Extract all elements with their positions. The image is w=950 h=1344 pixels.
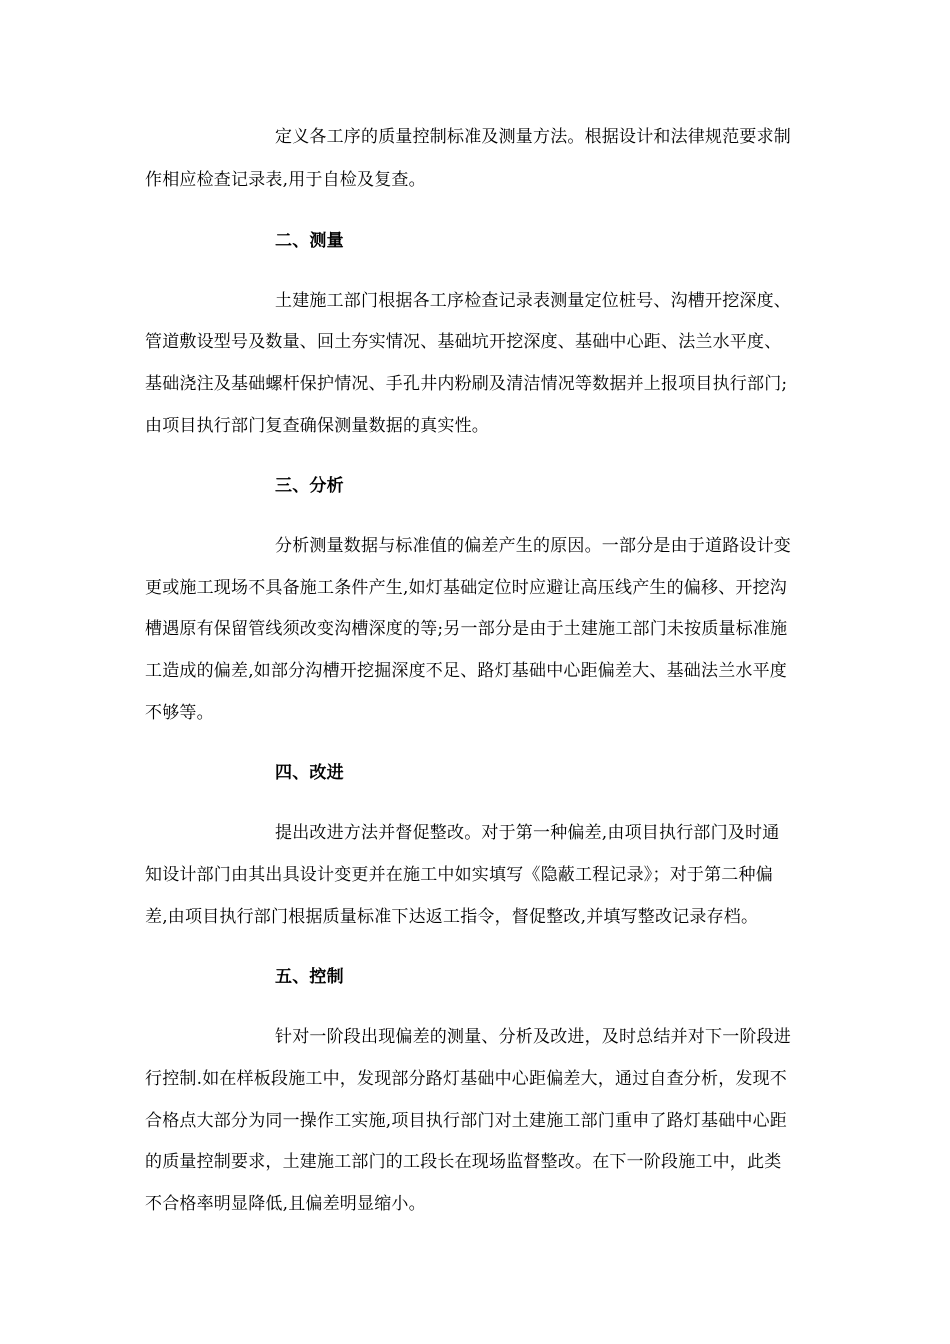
section-improvement-line-2: 知设计部门由其出具设计变更并在施工中如实填写《隐蔽工程记录》；对于第二种偏 bbox=[145, 865, 773, 885]
section-measure-line-2: 管道敷设型号及数量、回土夯实情况、基础坑开挖深度、基础中心距、法兰水平度、 bbox=[145, 332, 782, 352]
section-analysis-line-5: 不够等。 bbox=[145, 703, 214, 723]
section-heading-control: 五、控制 bbox=[275, 967, 344, 987]
section-measure-line-3: 基础浇注及基础螺杆保护情况、手孔井内粉刷及清洁情况等数据并上报项目执行部门; bbox=[145, 374, 788, 394]
section-improvement-line-1: 提出改进方法并督促整改。对于第一种偏差,由项目执行部门及时通 bbox=[275, 823, 780, 843]
section-measure-line-1: 土建施工部门根据各工序检查记录表测量定位桩号、沟槽开挖深度、 bbox=[275, 291, 791, 311]
intro-line-2: 作相应检查记录表,用于自检及复查。 bbox=[145, 170, 426, 190]
section-analysis-line-3: 槽遇原有保留管线须改变沟槽深度的等;另一部分是由于土建施工部门未按质量标准施 bbox=[145, 619, 788, 639]
section-control-line-2: 行控制.如在样板段施工中，发现部分路灯基础中心距偏差大，通过自查分析，发现不 bbox=[145, 1069, 788, 1089]
section-control-line-3: 合格点大部分为同一操作工实施,项目执行部门对土建施工部门重申了路灯基础中心距 bbox=[145, 1111, 788, 1131]
section-analysis-line-4: 工造成的偏差,如部分沟槽开挖掘深度不足、路灯基础中心距偏差大、基础法兰水平度 bbox=[145, 661, 788, 681]
section-heading-measure: 二、测量 bbox=[275, 231, 344, 251]
section-heading-improvement: 四、改进 bbox=[275, 763, 344, 783]
section-control-line-1: 针对一阶段出现偏差的测量、分析及改进，及时总结并对下一阶段进 bbox=[275, 1027, 791, 1047]
intro-line-1: 定义各工序的质量控制标准及测量方法。根据设计和法律规范要求制 bbox=[275, 127, 791, 147]
section-control-line-5: 不合格率明显降低,且偏差明显缩小。 bbox=[145, 1194, 426, 1214]
section-measure-line-4: 由项目执行部门复查确保测量数据的真实性。 bbox=[145, 416, 489, 436]
section-analysis-line-2: 更或施工现场不具备施工条件产生,如灯基础定位时应避让高压线产生的偏移、开挖沟 bbox=[145, 578, 788, 598]
section-control-line-4: 的质量控制要求，土建施工部门的工段长在现场监督整改。在下一阶段施工中，此类 bbox=[145, 1152, 782, 1172]
section-analysis-line-1: 分析测量数据与标准值的偏差产生的原因。一部分是由于道路设计变 bbox=[275, 536, 791, 556]
section-heading-analysis: 三、分析 bbox=[275, 476, 344, 496]
section-improvement-line-3: 差,由项目执行部门根据质量标准下达返工指令，督促整改,并填写整改记录存档。 bbox=[145, 907, 759, 927]
